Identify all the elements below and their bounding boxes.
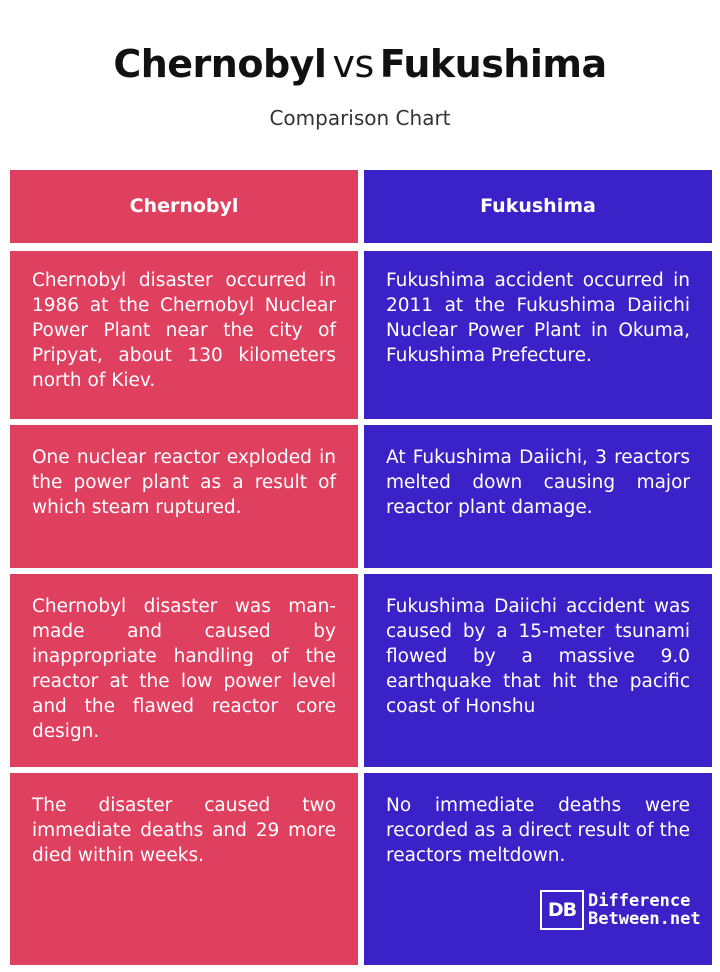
logo-mark: DB (540, 890, 584, 930)
cell-text: Fukushima Daiichi accident was caused by a 15-meter tsunami flowed by a massive 9.0 earthquake that hit the pacific coast of Honshu (386, 596, 690, 717)
cell-text: One nuclear reactor exploded in the power plant as a result of which steam ruptured. (32, 447, 336, 518)
cell-text: The disaster caused two immediate deaths and 29 more died within weeks. (32, 795, 336, 866)
cell-text: Chernobyl disaster was man-made and caused by inappropriate handling of the reactor at the low power level and the flawed reactor core design. (32, 596, 336, 742)
cell-text: No immediate deaths were recorded as a direct result of the reactors meltdown. (386, 795, 690, 866)
table-row-1-fukushima (364, 251, 712, 419)
difference-between-logo (540, 890, 701, 930)
cell-text: Fukushima accident occurred in 2011 at the Fukushima Daiichi Nuclear Power Plant in Okuma, Fukushima Prefecture. (386, 270, 690, 366)
page-subtitle: Comparison Chart (269, 106, 451, 130)
logo-wordmark (588, 892, 701, 928)
title-vs: vs (332, 42, 374, 86)
table-row-3-fukushima (364, 574, 712, 767)
cell-text: Chernobyl disaster occurred in 1986 at the Chernobyl Nuclear Power Plant near the city of Pripyat, about 130 kilometers north of Kiev. (32, 270, 336, 391)
table-row-1-chernobyl (10, 251, 358, 419)
table-row-3-chernobyl (10, 574, 358, 767)
table-row-4-chernobyl (10, 773, 358, 965)
logo-line-1: Difference (588, 891, 691, 911)
table-row-2-fukushima (364, 425, 712, 568)
cell-text: At Fukushima Daiichi, 3 reactors melted down causing major reactor plant damage. (386, 447, 690, 518)
page-title (0, 42, 720, 86)
logo-line-2: Between.net (588, 909, 701, 929)
column-header-fukushima: Fukushima (364, 170, 712, 243)
title-chernobyl: Chernobyl (113, 42, 327, 86)
table-row-2-chernobyl (10, 425, 358, 568)
column-header-chernobyl: Chernobyl (10, 170, 358, 243)
title-fukushima: Fukushima (379, 42, 607, 86)
table-row-4-fukushima (364, 773, 712, 965)
